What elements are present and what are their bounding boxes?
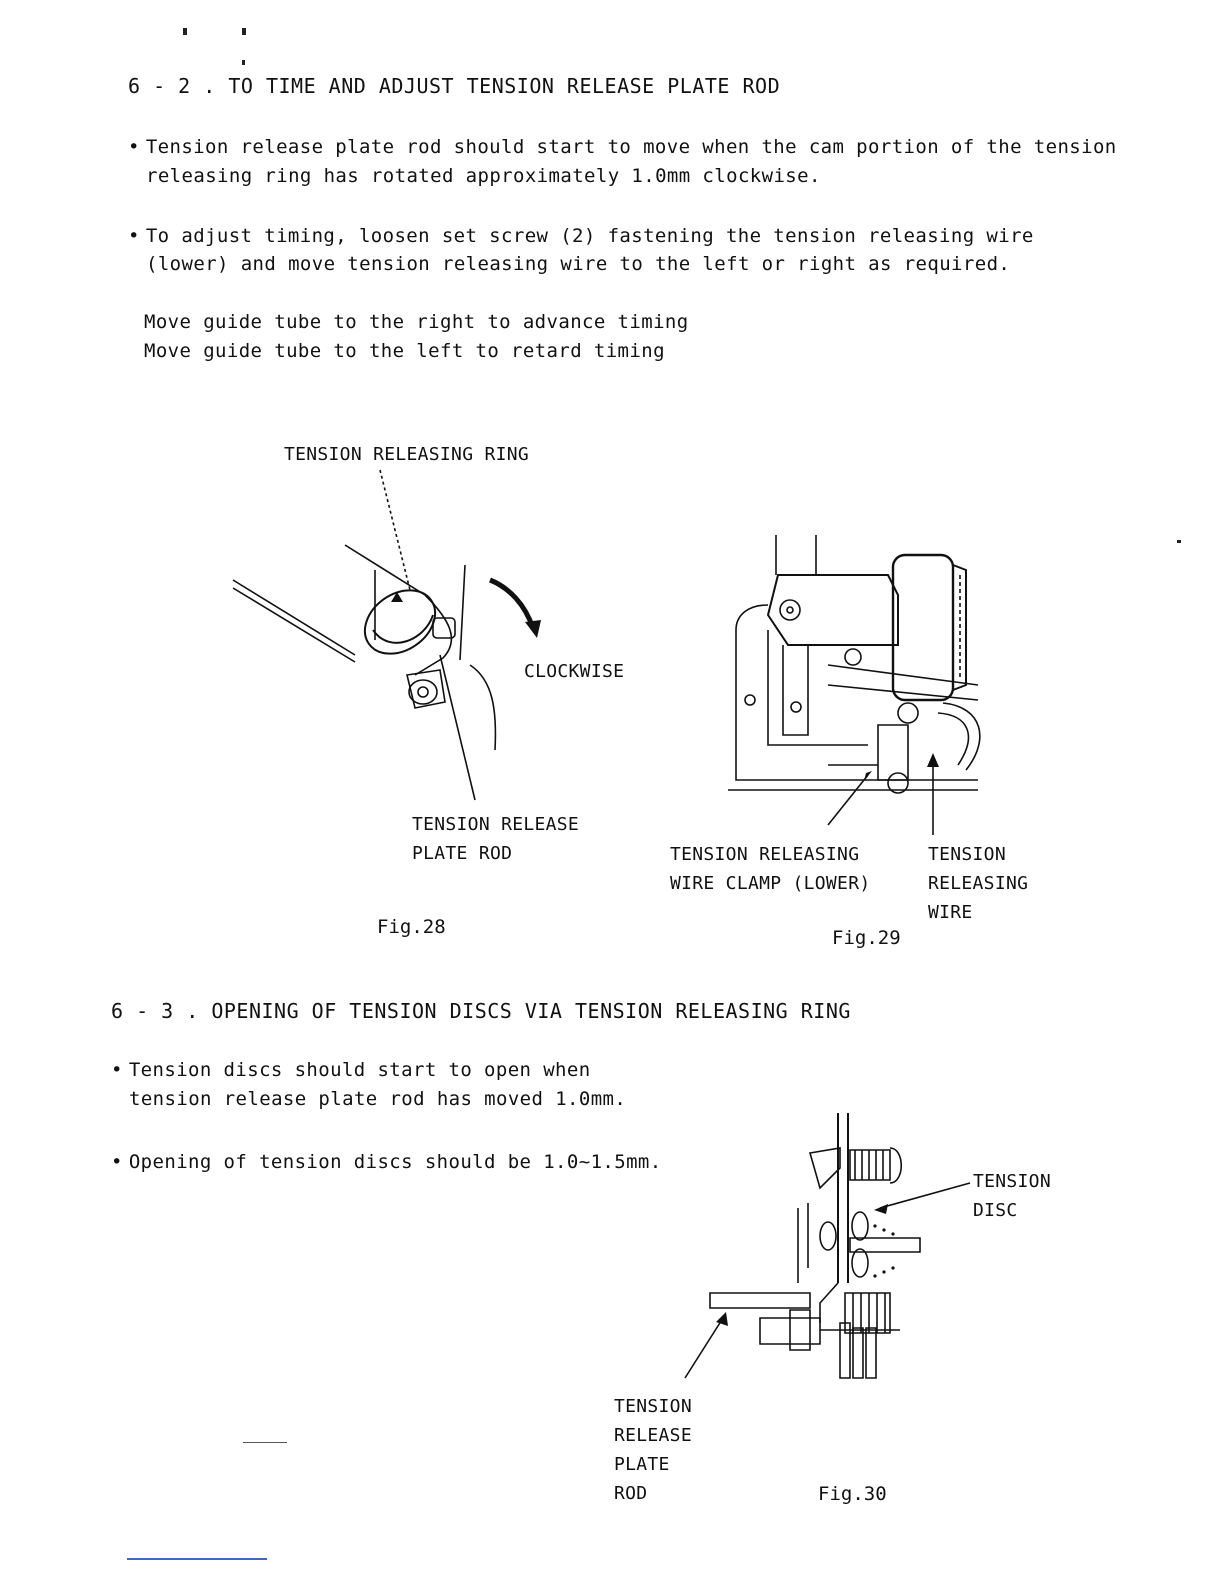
- fig30-label-rod-line-4: ROD: [614, 1483, 648, 1504]
- fig29-illustration: [728, 535, 988, 845]
- section-6-2-bullet-1-line-1: • Tension release plate rod should start to move when the cam portion of the tension: [128, 133, 1117, 162]
- fig29-label-wire-line-1: TENSION: [928, 844, 1006, 865]
- scan-mark: [243, 1442, 287, 1443]
- fig29-label-wire-line-3: WIRE: [928, 902, 973, 923]
- section-6-2-bullet-1-line-2: releasing ring has rotated approximately 1.0mm clockwise.: [146, 165, 821, 187]
- scan-mark: [1177, 540, 1181, 543]
- fig28-label-rod-line-1: TENSION RELEASE: [412, 814, 580, 835]
- section-6-2-heading: 6 - 2 . TO TIME AND ADJUST TENSION RELEASE PLATE ROD: [128, 74, 781, 98]
- fig30-caption: Fig.30: [818, 1483, 887, 1505]
- section-6-3-bullet-1-line-1: • Tension discs should start to open when: [111, 1056, 591, 1085]
- fig30-label-disc-line-2: DISC: [973, 1200, 1018, 1221]
- fig28-label-rod-line-2: PLATE ROD: [412, 843, 513, 864]
- fig28-illustration: [225, 470, 565, 770]
- retard-timing-note: Move guide tube to the left to retard timing: [144, 340, 665, 362]
- fig30-label-rod-line-1: TENSION: [614, 1396, 692, 1417]
- section-6-3-bullet-1-line-2: tension release plate rod has moved 1.0mm.: [129, 1088, 627, 1110]
- fig28-label-tension-releasing-ring: TENSION RELEASING RING: [284, 444, 530, 465]
- fig28-caption: Fig.28: [377, 916, 446, 938]
- scan-mark: [183, 28, 187, 35]
- fig30-illustration: [690, 1108, 980, 1408]
- section-6-2-bullet-2-line-2: (lower) and move tension releasing wire to the left or right as required.: [146, 253, 1011, 275]
- fig29-label-wire-line-2: RELEASING: [928, 873, 1029, 894]
- scan-mark: [242, 28, 246, 35]
- fig29-label-clamp-line-2: WIRE CLAMP (LOWER): [670, 873, 871, 894]
- section-6-3-heading: 6 - 3 . OPENING OF TENSION DISCS VIA TENSION RELEASING RING: [111, 999, 851, 1023]
- fig28-label-clockwise: CLOCKWISE: [524, 661, 625, 682]
- bottom-edge-line: [127, 1558, 267, 1560]
- scan-mark: [242, 60, 245, 65]
- advance-timing-note: Move guide tube to the right to advance timing: [144, 311, 689, 333]
- section-6-2-bullet-2-line-1: • To adjust timing, loosen set screw (2) fastening the tension releasing wire: [128, 222, 1034, 251]
- fig30-label-disc-line-1: TENSION: [973, 1171, 1051, 1192]
- fig30-label-rod-line-3: PLATE: [614, 1454, 670, 1475]
- fig29-label-clamp-line-1: TENSION RELEASING: [670, 844, 860, 865]
- section-6-3-bullet-2: • Opening of tension discs should be 1.0~1.5mm.: [111, 1148, 662, 1177]
- fig29-caption: Fig.29: [832, 927, 901, 949]
- fig30-label-rod-line-2: RELEASE: [614, 1425, 692, 1446]
